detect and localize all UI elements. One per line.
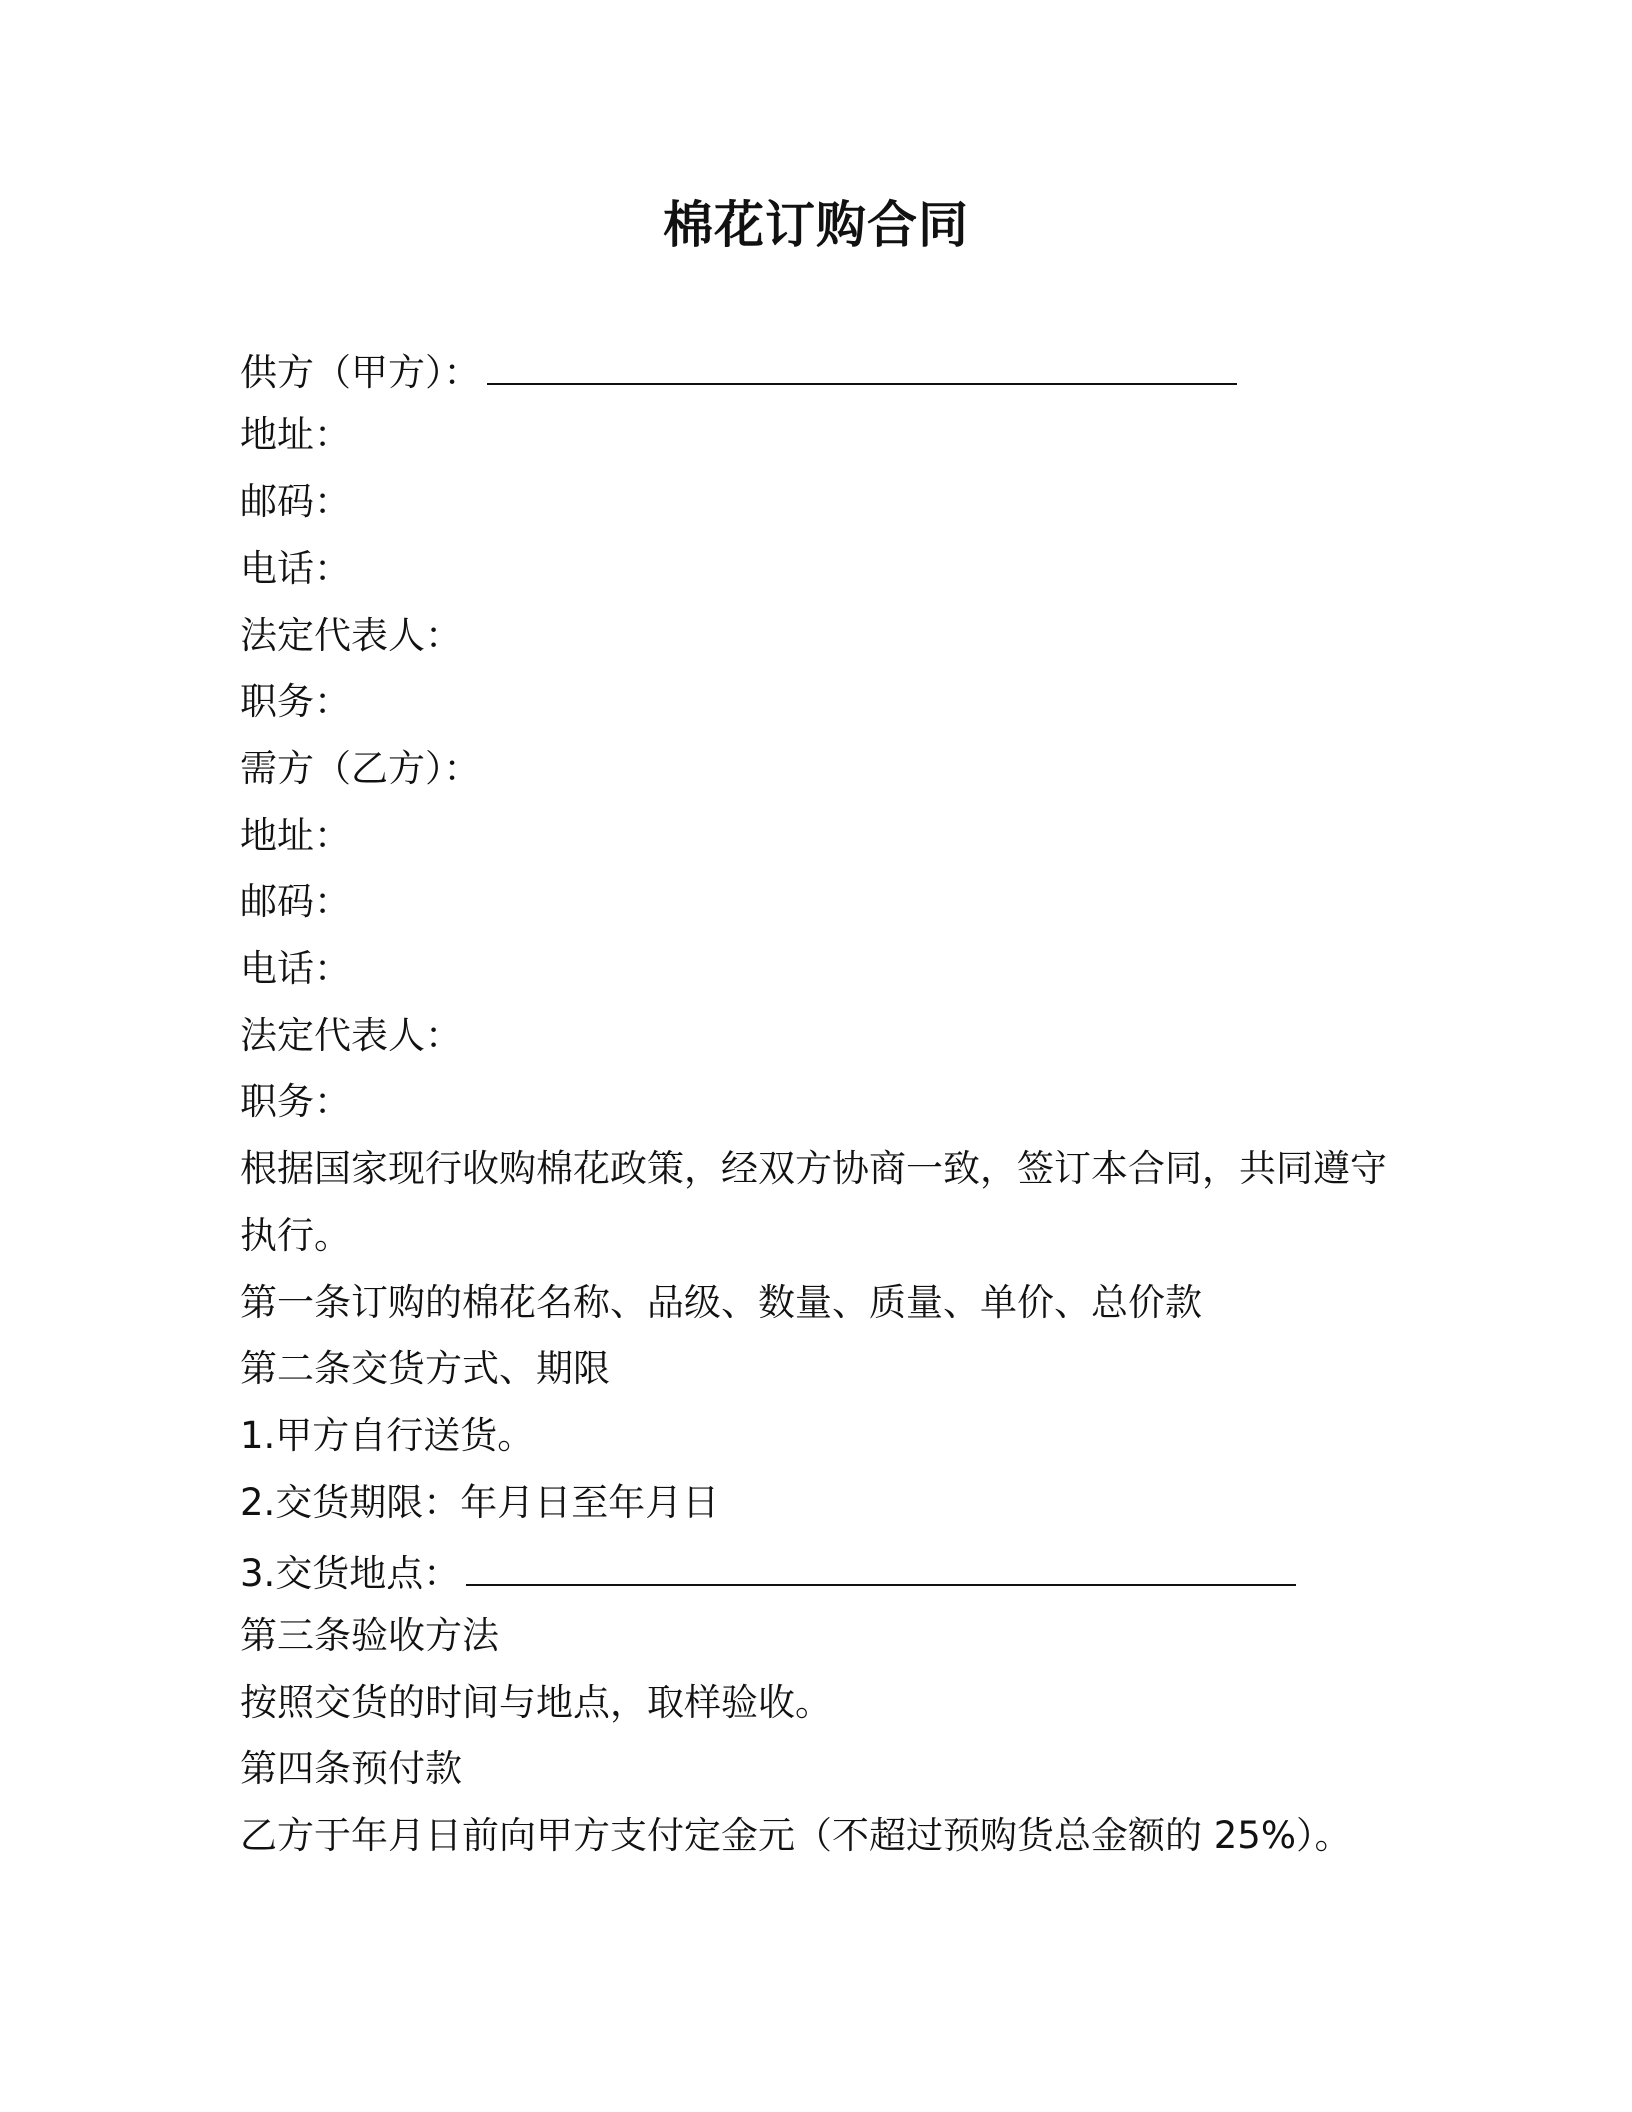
- buyer-postcode: 邮码：: [240, 880, 351, 923]
- article-3-title: 第三条验收方法: [240, 1614, 499, 1657]
- article-2-item-2: 2.交货期限：年月日至年月日: [240, 1481, 720, 1524]
- supplier-line: [240, 345, 1237, 401]
- supplier-legal-rep: 法定代表人：: [240, 614, 462, 657]
- article-2-title: 第二条交货方式、期限: [240, 1347, 610, 1390]
- buyer-phone: 电话：: [240, 947, 351, 990]
- supplier-label: 供方（甲方）：: [240, 351, 481, 394]
- preamble-line-1: 根据国家现行收购棉花政策，经双方协商一致，签订本合同，共同遵守: [240, 1147, 1387, 1190]
- supplier-address: 地址：: [240, 413, 351, 456]
- supplier-name-blank[interactable]: [487, 353, 1237, 385]
- article-4-title: 第四条预付款: [240, 1747, 462, 1790]
- article-4-text: 乙方于年月日前向甲方支付定金元（不超过预购货总金额的 25%）。: [240, 1814, 1352, 1857]
- buyer-address: 地址：: [240, 814, 351, 857]
- buyer-position: 职务：: [240, 1080, 351, 1123]
- supplier-position: 职务：: [240, 680, 351, 723]
- delivery-place-blank[interactable]: [466, 1554, 1296, 1586]
- article-2-item-1: 1.甲方自行送货。: [240, 1414, 535, 1457]
- delivery-place-label: 3.交货地点：: [240, 1552, 461, 1595]
- article-3-text: 按照交货的时间与地点，取样验收。: [240, 1681, 832, 1724]
- preamble-line-2: 执行。: [240, 1214, 351, 1257]
- supplier-phone: 电话：: [240, 547, 351, 590]
- page-title: 棉花订购合同: [663, 196, 969, 254]
- article-1-title: 第一条订购的棉花名称、品级、数量、质量、单价、总价款: [240, 1281, 1202, 1324]
- buyer-label: 需方（乙方）：: [240, 747, 481, 790]
- supplier-postcode: 邮码：: [240, 480, 351, 523]
- article-2-item-3: [240, 1546, 1296, 1602]
- buyer-legal-rep: 法定代表人：: [240, 1014, 462, 1057]
